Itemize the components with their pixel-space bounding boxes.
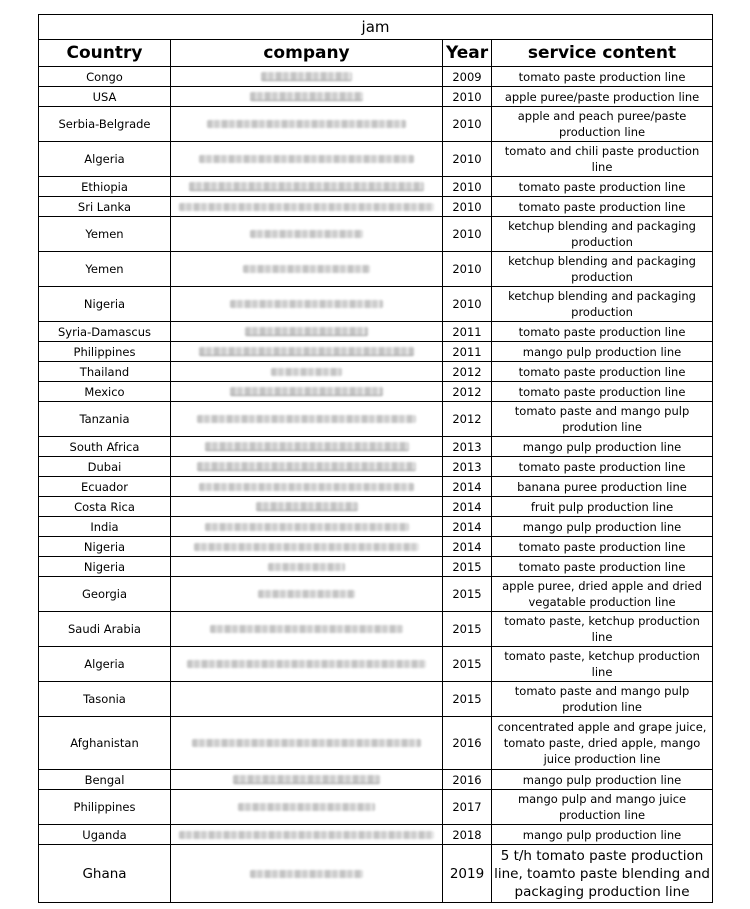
year-cell: 2014 — [443, 517, 492, 537]
country-cell: Uganda — [39, 825, 171, 845]
service-cell: tomato paste production line — [492, 67, 713, 87]
country-cell: Nigeria — [39, 287, 171, 322]
table-row — [39, 497, 713, 517]
country-cell: Serbia-Belgrade — [39, 107, 171, 142]
service-cell: apple puree, dried apple and dried vegatable production line — [492, 577, 713, 612]
year-cell: 2010 — [443, 287, 492, 322]
company-cell — [171, 647, 443, 682]
header-row — [39, 40, 713, 67]
country-cell: Georgia — [39, 577, 171, 612]
year-cell: 2014 — [443, 537, 492, 557]
table-row — [39, 537, 713, 557]
country-cell: Mexico — [39, 382, 171, 402]
year-cell: 2010 — [443, 142, 492, 177]
service-cell: tomato paste production line — [492, 537, 713, 557]
service-cell: 5 t/h tomato paste production line, toamto paste blending and packaging production line — [492, 845, 713, 903]
company-cell — [171, 287, 443, 322]
table-row — [39, 612, 713, 647]
company-cell — [171, 845, 443, 903]
company-cell — [171, 142, 443, 177]
redacted-company — [192, 739, 422, 747]
year-cell: 2013 — [443, 437, 492, 457]
company-cell — [171, 217, 443, 252]
table-row — [39, 287, 713, 322]
country-cell: South Africa — [39, 437, 171, 457]
year-cell: 2014 — [443, 497, 492, 517]
company-cell — [171, 107, 443, 142]
redacted-company — [199, 155, 413, 163]
country-cell: Sri Lanka — [39, 197, 171, 217]
redacted-company — [230, 300, 383, 308]
redacted-company — [189, 182, 424, 191]
year-cell: 2019 — [443, 845, 492, 903]
redacted-company — [205, 523, 409, 531]
company-cell — [171, 770, 443, 790]
company-cell — [171, 497, 443, 517]
country-cell: Yemen — [39, 217, 171, 252]
table-row — [39, 825, 713, 845]
table-row — [39, 67, 713, 87]
company-cell — [171, 477, 443, 497]
table-row — [39, 177, 713, 197]
table-title: jam — [39, 15, 713, 40]
country-cell: Yemen — [39, 252, 171, 287]
country-cell: Dubai — [39, 457, 171, 477]
company-cell — [171, 382, 443, 402]
year-cell: 2010 — [443, 87, 492, 107]
year-cell: 2010 — [443, 177, 492, 197]
country-cell: Ethiopia — [39, 177, 171, 197]
redacted-company — [207, 120, 406, 128]
year-cell: 2013 — [443, 457, 492, 477]
country-cell: Ecuador — [39, 477, 171, 497]
country-cell: Nigeria — [39, 537, 171, 557]
table-row — [39, 402, 713, 437]
company-cell — [171, 402, 443, 437]
redacted-company — [238, 803, 376, 811]
table-row — [39, 647, 713, 682]
table-row — [39, 770, 713, 790]
country-cell: Algeria — [39, 647, 171, 682]
service-cell: mango pulp production line — [492, 825, 713, 845]
country-cell: Tanzania — [39, 402, 171, 437]
company-cell — [171, 457, 443, 477]
company-cell — [171, 577, 443, 612]
projects-table — [38, 14, 713, 903]
year-cell: 2009 — [443, 67, 492, 87]
country-cell: USA — [39, 87, 171, 107]
redacted-company — [179, 203, 434, 211]
service-cell: fruit pulp production line — [492, 497, 713, 517]
country-cell: Congo — [39, 67, 171, 87]
year-cell: 2010 — [443, 252, 492, 287]
year-cell: 2014 — [443, 477, 492, 497]
country-cell: Philippines — [39, 342, 171, 362]
redacted-company — [250, 230, 362, 238]
year-cell: 2012 — [443, 382, 492, 402]
year-cell: 2012 — [443, 402, 492, 437]
redacted-company — [199, 347, 413, 356]
company-cell — [171, 825, 443, 845]
service-cell: mango pulp production line — [492, 342, 713, 362]
redacted-company — [233, 775, 381, 784]
service-cell: tomato paste production line — [492, 362, 713, 382]
table-row — [39, 252, 713, 287]
service-cell: tomato paste, ketchup production line — [492, 647, 713, 682]
redacted-company — [261, 72, 353, 81]
redacted-company — [205, 442, 409, 451]
company-cell — [171, 612, 443, 647]
year-cell: 2015 — [443, 557, 492, 577]
service-cell: banana puree production line — [492, 477, 713, 497]
company-cell — [171, 717, 443, 770]
table-row — [39, 197, 713, 217]
table-row — [39, 845, 713, 903]
redacted-company — [243, 265, 371, 273]
company-cell — [171, 362, 443, 382]
table-row — [39, 517, 713, 537]
country-cell: Philippines — [39, 790, 171, 825]
year-cell: 2018 — [443, 825, 492, 845]
title-row — [39, 15, 713, 40]
service-cell: tomato paste and mango pulp prodution line — [492, 682, 713, 717]
redacted-company — [250, 870, 362, 878]
company-cell — [171, 790, 443, 825]
service-cell: tomato paste, ketchup production line — [492, 612, 713, 647]
redacted-company — [210, 625, 404, 633]
service-cell: ketchup blending and packaging production — [492, 252, 713, 287]
table-row — [39, 577, 713, 612]
redacted-company — [194, 543, 418, 551]
company-cell — [171, 177, 443, 197]
service-cell: ketchup blending and packaging production — [492, 217, 713, 252]
redacted-company — [187, 660, 427, 668]
country-cell: Saudi Arabia — [39, 612, 171, 647]
header-country: Country — [39, 40, 171, 67]
redacted-company — [179, 831, 434, 839]
service-cell: tomato paste production line — [492, 197, 713, 217]
table-row — [39, 342, 713, 362]
country-cell: Thailand — [39, 362, 171, 382]
country-cell: Nigeria — [39, 557, 171, 577]
redacted-company — [197, 415, 416, 423]
redacted-company — [230, 387, 383, 396]
year-cell: 2010 — [443, 197, 492, 217]
country-cell: Afghanistan — [39, 717, 171, 770]
company-cell — [171, 197, 443, 217]
country-cell: Tasonia — [39, 682, 171, 717]
service-cell: tomato paste production line — [492, 382, 713, 402]
year-cell: 2015 — [443, 682, 492, 717]
redacted-company — [256, 502, 358, 511]
company-cell — [171, 87, 443, 107]
country-cell: Syria-Damascus — [39, 322, 171, 342]
table-row — [39, 457, 713, 477]
table-row — [39, 87, 713, 107]
service-cell: mango pulp and mango juice production line — [492, 790, 713, 825]
service-cell: tomato paste and mango pulp prodution line — [492, 402, 713, 437]
company-cell — [171, 342, 443, 362]
table-row — [39, 682, 713, 717]
service-cell: tomato and chili paste production line — [492, 142, 713, 177]
table-row — [39, 477, 713, 497]
table-row — [39, 437, 713, 457]
year-cell: 2016 — [443, 770, 492, 790]
redacted-company — [271, 368, 342, 376]
service-cell: ketchup blending and packaging production — [492, 287, 713, 322]
year-cell: 2012 — [443, 362, 492, 382]
table-row — [39, 217, 713, 252]
company-cell — [171, 322, 443, 342]
year-cell: 2017 — [443, 790, 492, 825]
redacted-company — [245, 327, 367, 336]
year-cell: 2011 — [443, 322, 492, 342]
company-cell — [171, 682, 443, 717]
redacted-company — [258, 590, 355, 598]
year-cell: 2015 — [443, 577, 492, 612]
service-cell: tomato paste production line — [492, 322, 713, 342]
table-row — [39, 790, 713, 825]
service-cell: tomato paste production line — [492, 177, 713, 197]
table-row — [39, 382, 713, 402]
year-cell: 2010 — [443, 107, 492, 142]
table-row — [39, 142, 713, 177]
country-cell: India — [39, 517, 171, 537]
country-cell: Ghana — [39, 845, 171, 903]
service-cell: tomato paste production line — [492, 457, 713, 477]
year-cell: 2010 — [443, 217, 492, 252]
year-cell: 2011 — [443, 342, 492, 362]
redacted-company — [250, 92, 362, 101]
table-row — [39, 557, 713, 577]
company-cell — [171, 437, 443, 457]
table-row — [39, 107, 713, 142]
company-cell — [171, 537, 443, 557]
table-row — [39, 717, 713, 770]
country-cell: Bengal — [39, 770, 171, 790]
service-cell: tomato paste production line — [492, 557, 713, 577]
service-cell: apple and peach puree/paste production line — [492, 107, 713, 142]
redacted-company — [199, 483, 413, 491]
service-cell: concentrated apple and grape juice, tomato paste, dried apple, mango juice production line — [492, 717, 713, 770]
table-row — [39, 322, 713, 342]
service-cell: mango pulp production line — [492, 770, 713, 790]
company-cell — [171, 557, 443, 577]
redacted-company — [268, 563, 345, 571]
service-cell: apple puree/paste production line — [492, 87, 713, 107]
company-cell — [171, 517, 443, 537]
country-cell: Algeria — [39, 142, 171, 177]
header-company: company — [171, 40, 443, 67]
country-cell: Costa Rica — [39, 497, 171, 517]
company-cell — [171, 67, 443, 87]
table-row — [39, 362, 713, 382]
year-cell: 2015 — [443, 612, 492, 647]
service-cell: mango pulp production line — [492, 517, 713, 537]
service-cell: mango pulp production line — [492, 437, 713, 457]
company-cell — [171, 252, 443, 287]
header-year: Year — [443, 40, 492, 67]
year-cell: 2015 — [443, 647, 492, 682]
header-service: service content — [492, 40, 713, 67]
year-cell: 2016 — [443, 717, 492, 770]
redacted-company — [197, 462, 416, 471]
